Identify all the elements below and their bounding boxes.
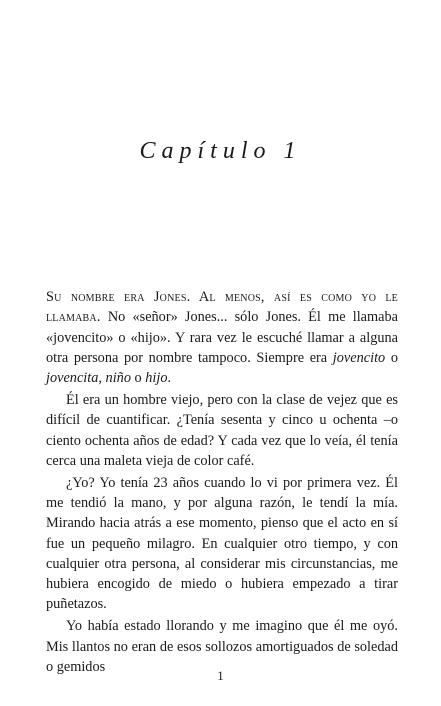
paragraph-1-italic-1: jovencito xyxy=(332,349,386,366)
paragraph-1-text-2: o xyxy=(385,349,398,366)
paragraph-1-text-1: No «señor» Jones... sólo Jones. Él me llamaba «jovencito» o «hijo». Y rara vez le escuché llamar a alguna otra persona por nombre tampoco. Siempre era xyxy=(46,309,398,366)
paragraph-1-text-4: . xyxy=(167,370,172,387)
paragraph-4: Yo había estado llorando y me imagino que él me oyó. Mis llantos no eran de esos sollozos amortiguados de soledad o gemidos xyxy=(46,618,398,675)
paragraph-1-text-3: o xyxy=(130,370,146,387)
paragraph-2: Él era un hombre viejo, pero con la clase de vejez que es difícil de cuantificar. ¿Tenía sesenta y cinco u ochenta –o ciento ochenta años de edad? Y cada vez que lo veía, él tenía cerca una maleta vieja de color café. xyxy=(46,391,398,469)
paragraph-1-italic-2: jovencita, niño xyxy=(46,370,131,387)
paragraph-3: ¿Yo? Yo tenía 23 años cuando lo vi por primera vez. Él me tendió la mano, y por alguna razón, le tendí la mía. Mirando hacia atrás a ese momento, pienso que el acto en sí fue un pequeño milagro. En cualquier otro tiempo, y con cualquier otra persona, al considerar mis circunstancias, me hubiera encogido de miedo o hubiera empezado a tirar puñetazos. xyxy=(46,474,398,613)
paragraph-1-lead-small-caps: Su nombre era Jones. Al menos, así es como yo le llamaba. xyxy=(46,289,398,326)
body-text xyxy=(46,287,398,679)
chapter-title: Capítulo 1 xyxy=(139,138,302,164)
paragraph-1-italic-3: hijo xyxy=(145,370,168,387)
paragraph-1 xyxy=(46,287,398,388)
page-number: 1 xyxy=(217,668,224,683)
